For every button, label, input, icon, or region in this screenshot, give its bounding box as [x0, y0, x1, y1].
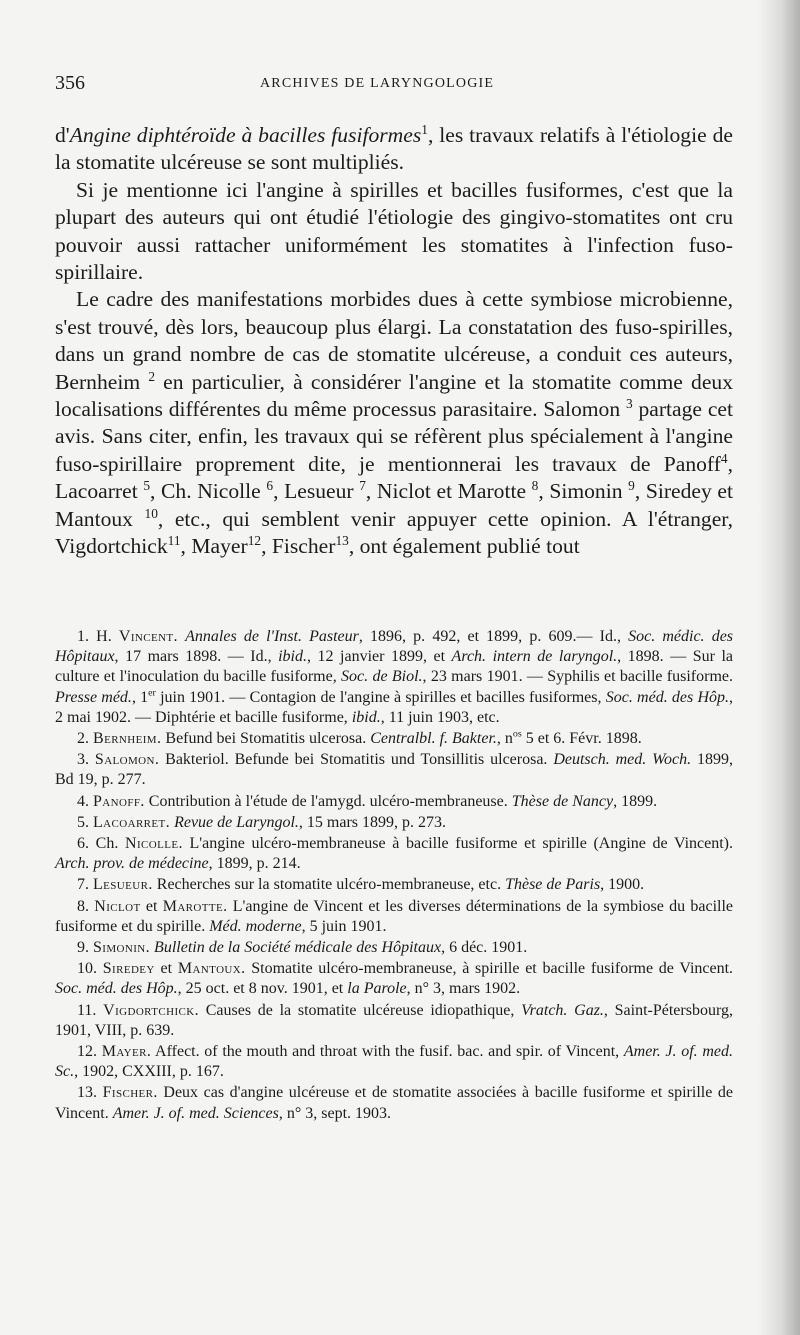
running-title: ARCHIVES DE LARYNGOLOGIE [260, 76, 495, 91]
text-span: , 6 déc. 1901. [441, 939, 528, 957]
paragraph-3 [55, 286, 733, 560]
footnote-author: Simonin. [93, 939, 151, 957]
footnote-author: Mantoux. [177, 960, 246, 978]
footnote-number: 2. [77, 730, 89, 748]
text-span: , n° 3, mars 1902. [406, 980, 521, 998]
footnote-number: 7. [77, 876, 89, 894]
citation-title: Soc. de Biol. [341, 668, 423, 686]
citation-title: Amer. J. of. med. Sc. [55, 1043, 733, 1081]
footnote-ref: 2 [148, 368, 155, 384]
citation-title: Soc. méd. des Hôp. [55, 980, 178, 998]
text-span: , 25 oct. et 8 nov. 1901, et [177, 980, 348, 998]
text-span: , Niclot et Marotte [365, 479, 532, 504]
footnote-author: Fischer. [102, 1084, 158, 1102]
footnote-number: 9. [77, 939, 89, 957]
citation-title: Amer. J. of. med. Sciences [112, 1104, 279, 1122]
text-span: , 1900. [600, 876, 645, 894]
text-span: , 15 mars 1899, p. 273. [298, 813, 447, 831]
text-span: , 23 mars 1901. — Syphilis et bacille fusiforme. [422, 668, 734, 686]
text-span: , 1898. — Sur la culture et l'inoculation du bacille fusiforme, [55, 648, 734, 686]
citation-title: Soc. méd. des Hôp. [605, 688, 730, 706]
text-span: Deux cas d'angine ulcéreuse et de stomatite associées à bacille fusiforme et spirille de Vincent. [55, 1084, 734, 1122]
footnote-7 [55, 875, 733, 895]
main-text [55, 122, 733, 561]
footnote-ref: 4 [720, 450, 728, 466]
footnote-ref: 7 [359, 478, 366, 494]
text-span: , 1899. [613, 792, 658, 810]
footnote-12 [55, 1042, 733, 1082]
text-span: , ont également publié tout [348, 534, 580, 559]
citation-title: la Parole [347, 980, 407, 998]
footnote-number: 4. [77, 792, 89, 810]
footnote-author: Marotte. [162, 897, 228, 915]
citation-title: Bulletin de la Société médicale des Hôpitaux [154, 939, 442, 957]
citation-title: Centralbl. f. Bakter. [370, 730, 497, 748]
footnote-number: 10. [77, 960, 97, 978]
text-span: , 2 mai 1902. — Diphtérie et bacille fusiforme, [55, 688, 734, 726]
citation-title: Arch. intern de laryngol. [451, 648, 618, 666]
text-span: L'angine ulcéro-membraneuse à bacille fusiforme et spirille (Angine de Vincent). [182, 835, 734, 853]
footnote-author: Siredey [102, 960, 155, 978]
text-span: , Lesueur [273, 479, 360, 504]
text-span: , les travaux relatifs à l'étiologie de la stomatite ulcéreuse se sont multipliés. [55, 123, 733, 175]
footnote-ref: 11 [167, 532, 181, 548]
text-span: , 1 [131, 688, 149, 706]
footnote-ref: 9 [628, 478, 635, 494]
citation-title: ibid. [351, 708, 381, 726]
citation-title: Arch. prov. de médecine [55, 855, 209, 873]
footnote-number: 6. Ch. [77, 835, 119, 853]
footnote-3 [55, 750, 733, 790]
footnote-number: 1. H. [77, 628, 112, 645]
footnote-9 [55, 938, 733, 958]
footnote-number: 11. [77, 1001, 97, 1019]
text-span: 5 et 6. Févr. 1898. [521, 730, 642, 748]
footnote-5 [55, 813, 733, 833]
footnote-ref: 6 [266, 478, 274, 494]
paragraph-1 [55, 122, 733, 177]
page-number: 356 [55, 72, 85, 94]
footnote-11 [55, 1001, 733, 1041]
footnote-ref: 5 [143, 478, 150, 494]
text-span: , etc., qui semblent venir appuyer cette opinion. A l'étranger, Vigdortchick [55, 506, 734, 559]
text-span: Affect. of the mouth and throat with the fusif. bac. and spir. of Vincent, [151, 1043, 624, 1061]
text-span: , Simonin [538, 479, 629, 504]
text-span: , 1896, p. 492, et 1899, p. 609.— Id., [358, 628, 629, 645]
text-span: , 17 mars 1898. — Id., [114, 648, 279, 666]
text-span: , 1899, p. 214. [208, 855, 301, 873]
footnote-author: Vigdortchick. [103, 1001, 199, 1019]
footnote-author: Salomon. [94, 751, 160, 769]
text-span: juin 1901. — Contagion de l'angine à spirilles et bacilles fusiformes, [155, 688, 606, 706]
text-span: Le cadre des manifestations morbides dues à cette symbiose microbienne, s'est trouvé, dès lors, beaucoup plus élargi. La constatation des fuso-spirilles, dans un grand nombre de cas de stomatite ulcéreuse, a conduit ces auteurs, Bernheim [55, 287, 733, 394]
text-span: en particulier, à considérer l'angine et la stomatite comme deux localisations différentes du même processus parasitaire. Salomon [55, 369, 733, 422]
page-edge-shadow [758, 0, 800, 1335]
footnote-ref: 8 [531, 478, 539, 494]
citation-title: ibid. [278, 648, 307, 666]
footnote-author: Vincent. [118, 628, 178, 645]
paragraph-2: Si je mentionne ici l'angine à spirilles et bacilles fusiformes, c'est que la plupart des auteurs qui ont étudié l'étiologie des gingivo-stomatites ont cru pouvoir aussi rattacher uniformément les stomatites à l'infection fuso-spirillaire. [55, 177, 733, 285]
text-span: , 12 janvier 1899, et [306, 648, 452, 666]
text-span: , Mayer [180, 534, 248, 559]
citation-title: Thèse de Nancy [511, 792, 614, 810]
text-span: et [145, 897, 158, 915]
superscript: os [512, 728, 522, 740]
text-span: , Saint-Pétersbourg, 1901, VIII, p. 639. [55, 1001, 733, 1039]
italic-title: Angine diphtéroïde à bacilles fusiformes [69, 123, 422, 147]
footnote-number: 12. [77, 1043, 97, 1061]
citation-title: Revue de Laryngol. [174, 813, 299, 831]
footnote-author: Lesueur. [93, 876, 153, 894]
text-span: Causes de la stomatite ulcéreuse idiopathique, [199, 1001, 522, 1019]
footnote-10 [55, 959, 733, 999]
footnote-1 [55, 627, 733, 728]
footnote-6 [55, 834, 733, 874]
footnote-ref: 3 [625, 395, 633, 411]
text-span: Contribution à l'étude de l'amygd. ulcéro-membraneuse. [144, 792, 512, 810]
text-span: 1899, Bd 19, p. 277. [55, 751, 734, 789]
footnote-number: 3. [77, 751, 89, 769]
footnote-author: Bernheim. [93, 730, 162, 748]
citation-title: Presse méd. [55, 688, 132, 706]
text-span: Stomatite ulcéro-membraneuse, à spirille et bacille fusiforme de Vincent. [245, 960, 734, 978]
text-span: d' [55, 123, 70, 147]
footnote-4 [55, 792, 733, 812]
text-span: Recherches sur la stomatite ulcéro-membraneuse, etc. [152, 876, 506, 894]
footnote-author: Nicolle. [124, 835, 183, 853]
footnote-author: Lacoarret. [93, 813, 171, 831]
citation-title: Thèse de Paris [505, 876, 601, 894]
footnote-number: 8. [77, 897, 89, 915]
citation-title: Soc. médic. des Hôpitaux [55, 628, 734, 666]
footnote-author: Panoff. [93, 792, 145, 810]
footnote-ref: 13 [335, 532, 349, 548]
citation-title: Vratch. Gaz. [521, 1001, 604, 1019]
citation-title: Annales de l'Inst. Pasteur [185, 628, 359, 645]
text-span: , Fischer [261, 534, 336, 559]
text-span: Bakteriol. Befunde bei Stomatitis und Tonsillitis ulcerosa. [159, 751, 554, 769]
citation-title: Deutsch. med. Woch. [553, 751, 692, 769]
footnote-ref: 1 [421, 121, 428, 137]
text-span: Befund bei Stomatitis ulcerosa. [161, 730, 371, 748]
footnote-author: Niclot [94, 897, 141, 915]
text-span: , Lacoarret [55, 451, 733, 504]
footnote-author: Mayer. [101, 1043, 152, 1061]
footnote-8 [55, 897, 733, 937]
page-header [55, 72, 735, 102]
text-span: L'angine de Vincent et les diverses déterminations de la symbiose du bacille fusiforme et du spirille. [55, 897, 734, 935]
footnote-13 [55, 1083, 733, 1123]
citation-title: Méd. moderne [209, 917, 302, 935]
text-span: , 11 juin 1903, etc. [380, 708, 500, 726]
text-span: partage cet avis. Sans citer, enfin, les travaux qui se réfèrent plus spécialement à l'angine fuso-spirillaire proprement dite, je mentionnerai les travaux de Panoff [55, 397, 733, 476]
text-span: , n° 3, sept. 1903. [278, 1104, 392, 1122]
text-span: , 5 juin 1901. [301, 917, 387, 935]
footnote-2 [55, 729, 733, 749]
superscript: er [148, 687, 156, 699]
text-span: , Ch. Nicolle [150, 479, 267, 504]
footnote-number: 5. [77, 813, 89, 831]
footnote-ref: 12 [247, 532, 262, 548]
footnote-number: 13. [77, 1084, 97, 1102]
text-span: et [160, 960, 173, 978]
text-span: , 1902, CXXIII, p. 167. [74, 1063, 224, 1081]
footnotes [55, 627, 733, 1125]
footnote-ref: 10 [144, 505, 158, 521]
text-span: , Siredey et Mantoux [55, 479, 733, 531]
text-span: , n [496, 730, 513, 748]
